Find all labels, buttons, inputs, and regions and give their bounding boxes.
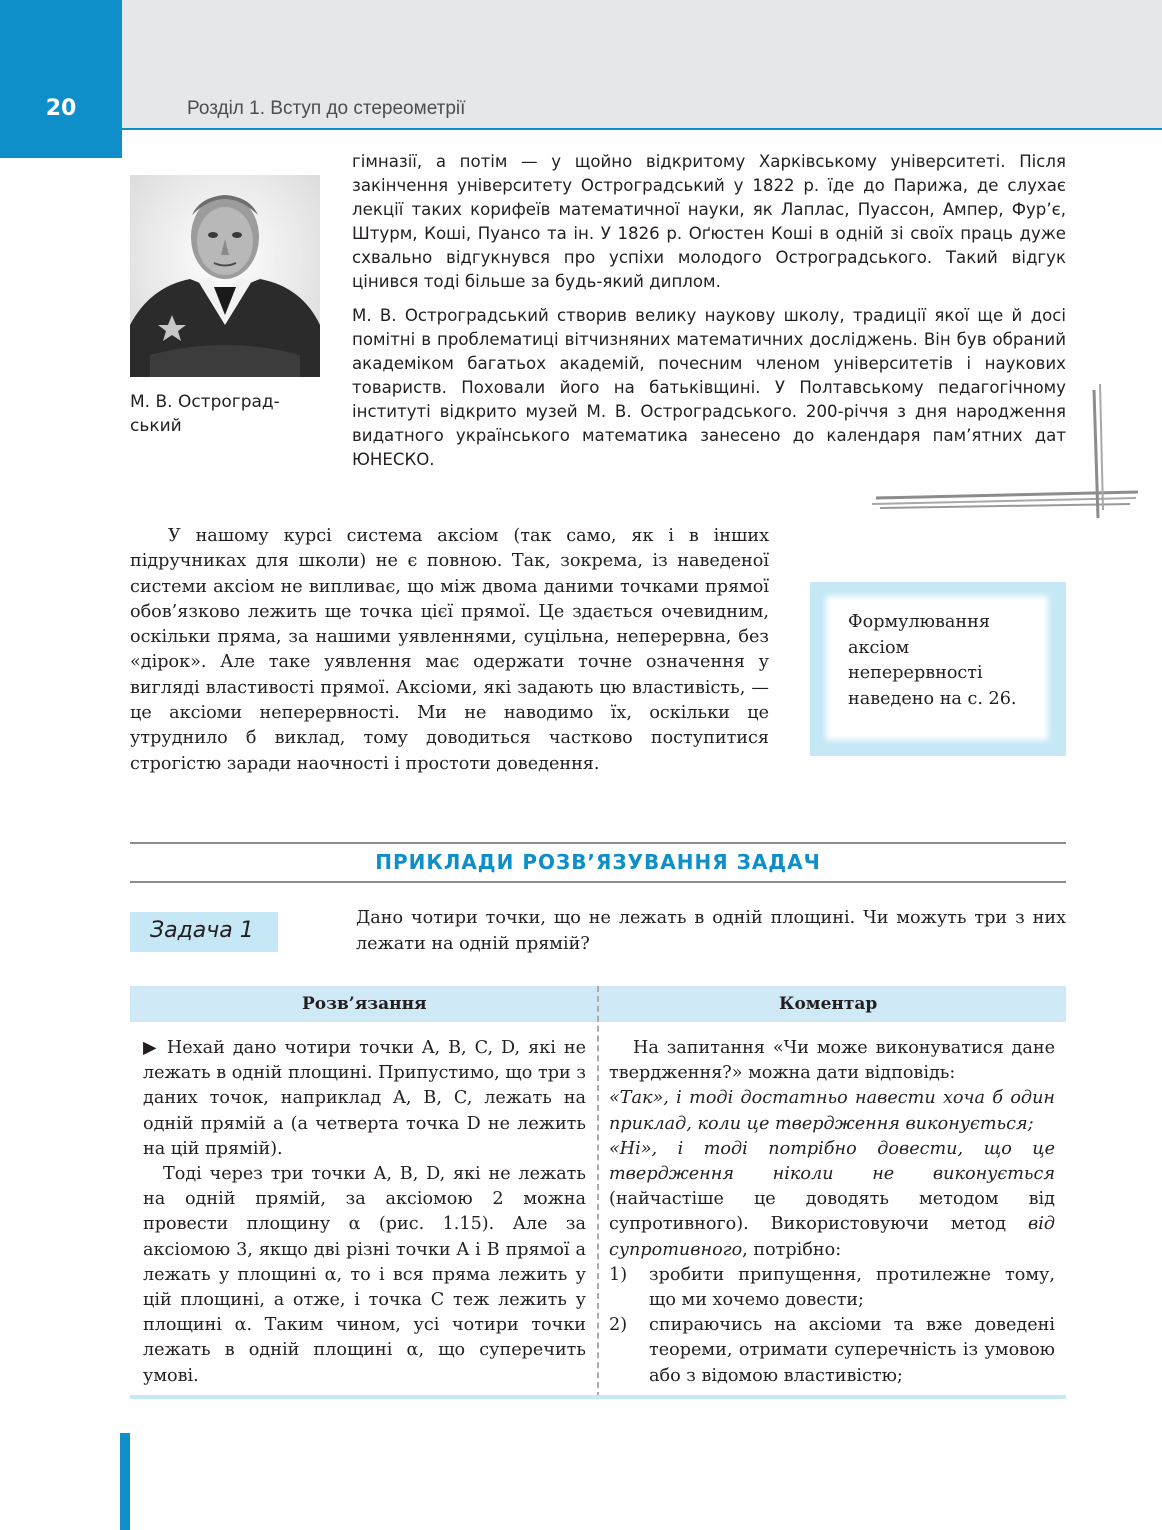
solution-paragraph: Тоді через три точки A, B, D, які не лежать на одній прямій, за аксіомою 2 можна провести площину α (рис. 1.15). Але за аксіомою 3, якщо дві різні точки A і B прямої a лежать у площині α, то і вся пряма лежить у цій площині, а отже, і точка C теж лежить у площині α. Таким чином, усі чотири точки лежать в одній площині α, що суперечить умові. [143, 1164, 586, 1386]
page-number: 20 [45, 96, 77, 121]
solution-column [143, 1036, 586, 1389]
side-note-text: Формулювання аксіом неперервності наведено на с. 26. [848, 612, 1017, 709]
section-rule-bottom [130, 881, 1066, 883]
table-bottom-rule [130, 1395, 1066, 1399]
task-label-text: Задача 1 [150, 918, 254, 943]
header-rule [122, 128, 1162, 130]
task-label [130, 912, 278, 952]
header-band [0, 0, 1162, 130]
section-title: ПРИКЛАДИ РОЗВ’ЯЗУВАННЯ ЗАДАЧ [375, 850, 821, 874]
decorative-corner-lines [868, 380, 1148, 530]
running-head: Розділ 1. Вступ до стереометрії [187, 98, 466, 119]
left-margin-bar [120, 1433, 130, 1530]
task-statement: Дано чотири точки, що не лежать в одній площині. Чи можуть три з них лежати на одній прямій? [356, 908, 1066, 954]
portrait-engraving [130, 175, 320, 377]
side-note-box [810, 582, 1066, 756]
page-number-block [0, 0, 122, 158]
axiom-paragraph: У нашому курсі система аксіом (так само, як і в інших підручниках для школи) не є повною. Так, зокрема, із наведеної системи аксіом не випливає, що між двома даними точками прямої обов’язково лежить ще точка цієї прямої. Це здається очевидним, оскільки пряма, за нашими уявленнями, суцільна, неперервна, без «дірок». Але таке уявлення має одержати точне означення у вигляді властивості прямої. Аксіоми, які задають цю властивість, — це аксіоми неперервності. Ми не наводимо їх, оскільки це утруднило б виклад, тому доводиться частково поступитися строгістю заради наочності і простоти доведення. [130, 526, 769, 774]
solution-paragraph: ▶ Нехай дано чотири точки A, B, C, D, які не лежать в одній площині. Припустимо, що три з даних точок, наприклад A, B, C, лежать на одній прямій a (а четверта точка D не лежить на цій прямій). [143, 1038, 586, 1159]
comment-step: 2) спираючись на аксіоми та вже доведені теореми, отримати суперечність із умовою або з відомою властивістю; [609, 1315, 1055, 1386]
comment-step: 1) зробити припущення, протилежне тому, що ми хочемо довести; [609, 1264, 1055, 1311]
table-header-comment: Коментар [779, 994, 878, 1014]
comment-intro: На запитання «Чи може виконуватися дане твердження?» можна дати відповідь: [609, 1038, 1055, 1084]
portrait-caption: М. В. Остроград-ський [130, 392, 280, 436]
bio-paragraph: гімназії, а потім — у щойно відкритому Харківському університеті. Після закінчення університету Остроградський у 1822 р. їде до Парижа, де слухає лекції таких корифеїв математичної науки, як Лаплас, Пуассон, Ампер, Фур’є, Штурм, Коші, Пуансо та ін. У 1826 р. Оґюстен Коші в одній зі своїх праць дуже схвально відгукнувся про успіхи молодого Остроградського. Такий відгук цінився тоді більше за будь-який диплом. [352, 152, 1066, 291]
table-header-solution: Розв’язання [302, 994, 427, 1014]
solution-marker-icon: ▶ [143, 1038, 159, 1058]
comment-column [609, 1036, 1055, 1389]
section-rule-top [130, 842, 1066, 844]
table-column-divider [597, 986, 599, 1398]
comment-no: «Ні», і тоді потрібно довести, що це твердження ніколи не виконується (найчастіше це доводять методом від супротивного). Використовуючи метод від супротивного, потрібно: [609, 1138, 1055, 1260]
comment-yes: «Так», і тоді достатньо навести хоча б один приклад, коли це твердження виконується; [609, 1088, 1055, 1134]
portrait-image [130, 175, 320, 377]
bio-paragraph: М. В. Остроградський створив велику наукову школу, традиції якої ще й досі помітні в проблематиці вітчизняних математичних досліджень. Він був обраний академіком багатьох академій, почесним членом університетів і наукових товариств. Поховали його на батьківщині. У Полтавському педагогічному інституті відкрито музей М. В. Остроградського. 200-річчя з дня народження видатного українського математика занесено до календаря пам’ятних дат ЮНЕСКО. [352, 306, 1066, 469]
comment-steps [609, 1263, 1055, 1389]
